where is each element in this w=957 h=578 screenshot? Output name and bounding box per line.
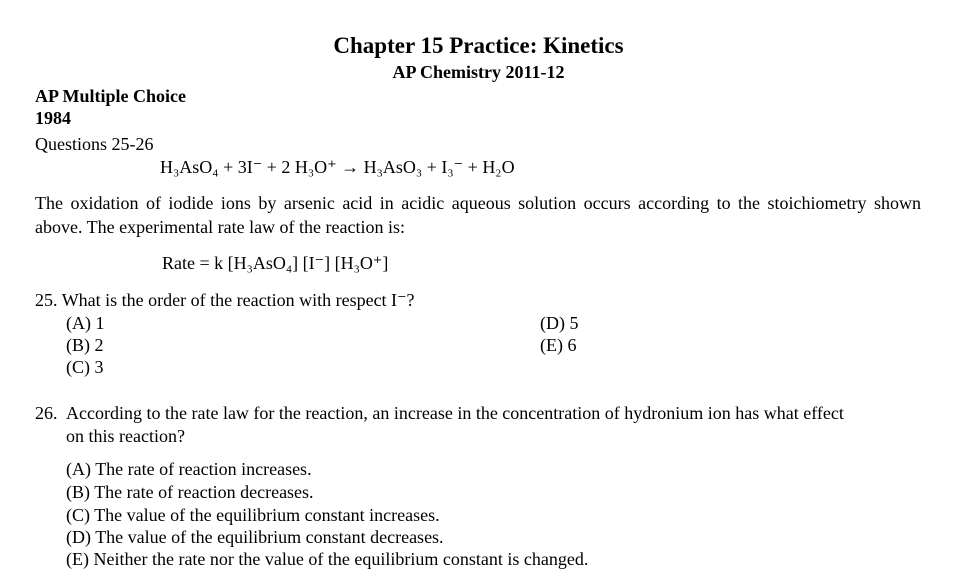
- eq-reactant-arsenic-acid: H₃AsO₄: [160, 157, 219, 177]
- choice-text: Neither the rate nor the value of the equilibrium constant is changed.: [93, 549, 589, 569]
- choice-text: The rate of reaction decreases.: [94, 482, 314, 502]
- choice-label: (C): [66, 357, 90, 377]
- eq-arrow: →: [336, 157, 364, 177]
- answer-choice-d[interactable]: [540, 313, 579, 334]
- eq-product-water: H₂O: [482, 157, 515, 177]
- question-prompt-continued: on this reaction?: [66, 426, 185, 446]
- choice-label: (E): [66, 549, 89, 569]
- choice-text: The rate of reaction increases.: [95, 459, 312, 479]
- choice-text: 2: [94, 335, 104, 355]
- eq-plus: +: [422, 157, 442, 177]
- answer-choice-c[interactable]: [66, 357, 104, 378]
- question-26: [35, 402, 921, 448]
- choice-label: (B): [66, 482, 90, 502]
- question-25: [35, 290, 415, 311]
- choice-text: The value of the equilibrium constant decreases.: [95, 527, 444, 547]
- choice-label: (A): [66, 313, 91, 333]
- intro-paragraph: The oxidation of iodide ions by arsenic acid in acidic aqueous solution occurs according to the stoichiometry shown above. The experimental rate law of the reaction is:: [35, 193, 921, 237]
- eq-product-triiodide: I₃⁻: [441, 157, 464, 177]
- answer-choice-d[interactable]: [66, 527, 444, 548]
- eq-reactant-iodide: 3I⁻: [237, 157, 263, 177]
- choice-label: (D): [66, 527, 91, 547]
- choice-text: 5: [569, 313, 579, 333]
- page-subtitle: AP Chemistry 2011-12: [392, 62, 565, 82]
- question-prompt: What is the order of the reaction with respect I⁻?: [61, 290, 415, 310]
- eq-plus: +: [463, 157, 483, 177]
- answer-choice-c[interactable]: [66, 505, 440, 526]
- answer-choice-b[interactable]: [66, 335, 104, 356]
- rate-law: Rate = k [H₃AsO₄] [I⁻] [H₃O⁺]: [162, 253, 389, 273]
- choice-label: (A): [66, 459, 91, 479]
- choice-label: (D): [540, 313, 565, 333]
- choice-label: (C): [66, 505, 90, 525]
- page-title: Chapter 15 Practice: Kinetics: [333, 33, 624, 58]
- choice-label: (B): [66, 335, 90, 355]
- answer-choice-a[interactable]: [66, 459, 312, 480]
- choice-label: (E): [540, 335, 563, 355]
- question-number: 25.: [35, 290, 58, 310]
- choice-text: 1: [95, 313, 105, 333]
- question-number: 26.: [35, 403, 58, 423]
- section-heading: AP Multiple Choice: [35, 86, 186, 106]
- eq-plus: +: [262, 157, 282, 177]
- section-year: 1984: [35, 108, 71, 128]
- questions-range: Questions 25-26: [35, 134, 154, 154]
- answer-choice-e[interactable]: [540, 335, 576, 356]
- answer-choice-b[interactable]: [66, 482, 314, 503]
- choice-text: 3: [94, 357, 104, 377]
- choice-text: 6: [567, 335, 577, 355]
- choice-text: The value of the equilibrium constant increases.: [94, 505, 440, 525]
- answer-choice-a[interactable]: [66, 313, 105, 334]
- eq-product-arsenous-acid: H₃AsO₃: [363, 157, 423, 177]
- chemical-equation: [160, 157, 515, 178]
- eq-reactant-hydronium: 2 H₃O⁺: [281, 157, 337, 177]
- question-prompt: According to the rate law for the reaction, an increase in the concentration of hydronium ion has what effect: [66, 403, 844, 423]
- answer-choice-e[interactable]: [66, 549, 588, 570]
- eq-plus: +: [218, 157, 238, 177]
